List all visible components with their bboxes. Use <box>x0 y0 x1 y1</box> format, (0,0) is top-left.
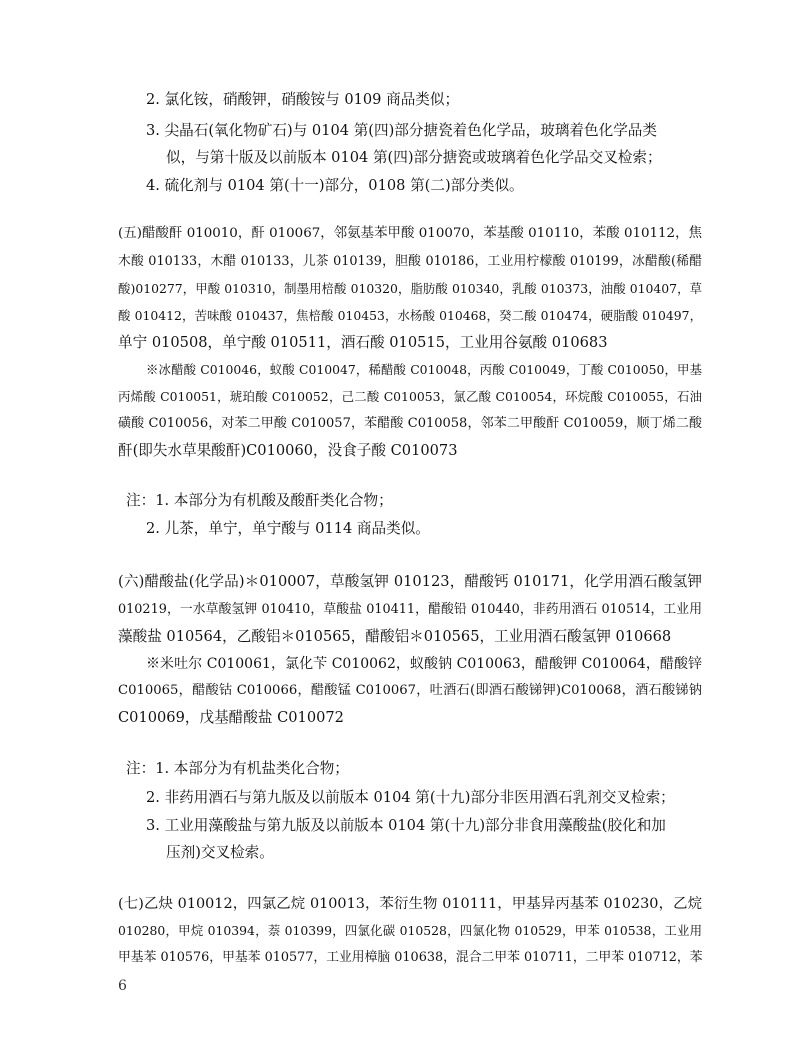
section-six-c-line: ※米吐尔 C010061，氯化苄 C010062，蚁酸钠 C010063，醋酸钾 C010064，醋酸锌 <box>146 656 702 672</box>
section-six-note: 注：1. 本部分为有机盐类化合物； <box>126 760 349 777</box>
section-seven-line: 甲基苯 010576，甲基苯 010577，工业用樟脑 010638，混合二甲苯 010711，二甲苯 010712，苯 <box>118 950 703 965</box>
page-number: 6 <box>118 978 127 994</box>
section-five-line: 酸)010277，甲酸 010310，制墨用棓酸 010320，脂肪酸 010340，乳酸 010373，油酸 010407，草 <box>118 281 702 296</box>
section-six-note: 2. 非药用酒石与第九版及以前版本 0104 第(十九)部分非医用酒石乳剂交叉检索； <box>146 789 675 806</box>
section-five-c-line: 磺酸 C010056，对苯二甲酸 C010057，苯醋酸 C010058，邻苯二甲酸酐 C010059，顺丁烯二酸 <box>118 416 702 431</box>
section-six-line: 010219，一水草酸氢钾 010410，草酸盐 010411，醋酸铅 010440，非药用酒石 010514，工业用 <box>118 602 702 617</box>
section-five-note: 2. 儿茶，单宁，单宁酸与 0114 商品类似。 <box>146 520 430 537</box>
section-seven-line: (七)乙炔 010012，四氯乙烷 010013，苯衍生物 010111，甲基异丙基苯 010230，乙烷 <box>118 896 702 912</box>
note-item: 2. 氯化铵，硝酸钾，硝酸铵与 0109 商品类似； <box>146 91 460 108</box>
section-six-note-continuation: 压剂)交叉检索。 <box>166 844 274 861</box>
section-five-line: 酸 010412，苦味酸 010437，焦棓酸 010453，水杨酸 010468，癸二酸 010474，硬脂酸 010497， <box>118 308 702 323</box>
section-six-note: 3. 工业用藻酸盐与第九版及以前版本 0104 第(十九)部分非食用藻酸盐(胶化和加 <box>146 817 666 834</box>
section-six-line: 藻酸盐 010564，乙酸铝＊010565，醋酸铝＊010565，工业用酒石酸氢钾 010668 <box>118 628 672 645</box>
section-six-c-line: C010065，醋酸钴 C010066，醋酸锰 C010067，吐酒石(即酒石酸锑钾)C010068，酒石酸锑钠 <box>118 683 702 698</box>
section-five-line: 木酸 010133，木醋 010133，儿茶 010139，胆酸 010186，工业用柠檬酸 010199，冰醋酸(稀醋 <box>118 254 702 269</box>
section-six-line: (六)醋酸盐(化学品)＊010007，草酸氢钾 010123，醋酸钙 010171，化学用酒石酸氢钾 <box>118 573 702 590</box>
note-item: 3. 尖晶石(氧化物矿石)与 0104 第(四)部分搪瓷着色化学品，玻璃着色化学品类 <box>146 122 657 139</box>
section-five-note: 注：1. 本部分为有机酸及酸酐类化合物； <box>126 492 393 509</box>
section-five-c-line: 酐(即失水草果酸酐)C010060，没食子酸 C010073 <box>118 442 458 459</box>
section-six-c-line: C010069，戊基醋酸盐 C010072 <box>118 709 344 726</box>
section-five-c-line: ※冰醋酸 C010046，蚁酸 C010047，稀醋酸 C010048，丙酸 C010049，丁酸 C010050，甲基 <box>146 362 702 377</box>
section-seven-line: 010280，甲烷 010394，萘 010399，四氯化碳 010528，四氯化物 010529，甲苯 010538，工业用 <box>118 923 702 938</box>
section-five-c-line: 丙烯酸 C010051，琥珀酸 C010052，己二酸 C010053，氯乙酸 C010054，环烷酸 C010055，石油 <box>118 389 702 404</box>
section-five-line: 单宁 010508，单宁酸 010511，酒石酸 010515，工业用谷氨酸 010683 <box>118 334 608 351</box>
section-five-line: (五)醋酸酐 010010，酐 010067，邻氨基苯甲酸 010070，苯基酸 010110，苯酸 010112，焦 <box>118 226 702 241</box>
note-item: 4. 硫化剂与 0104 第(十一)部分，0108 第(二)部分类似。 <box>146 177 524 194</box>
note-item-continuation: 似，与第十版及以前版本 0104 第(四)部分搪瓷或玻璃着色化学品交叉检索； <box>166 149 662 166</box>
